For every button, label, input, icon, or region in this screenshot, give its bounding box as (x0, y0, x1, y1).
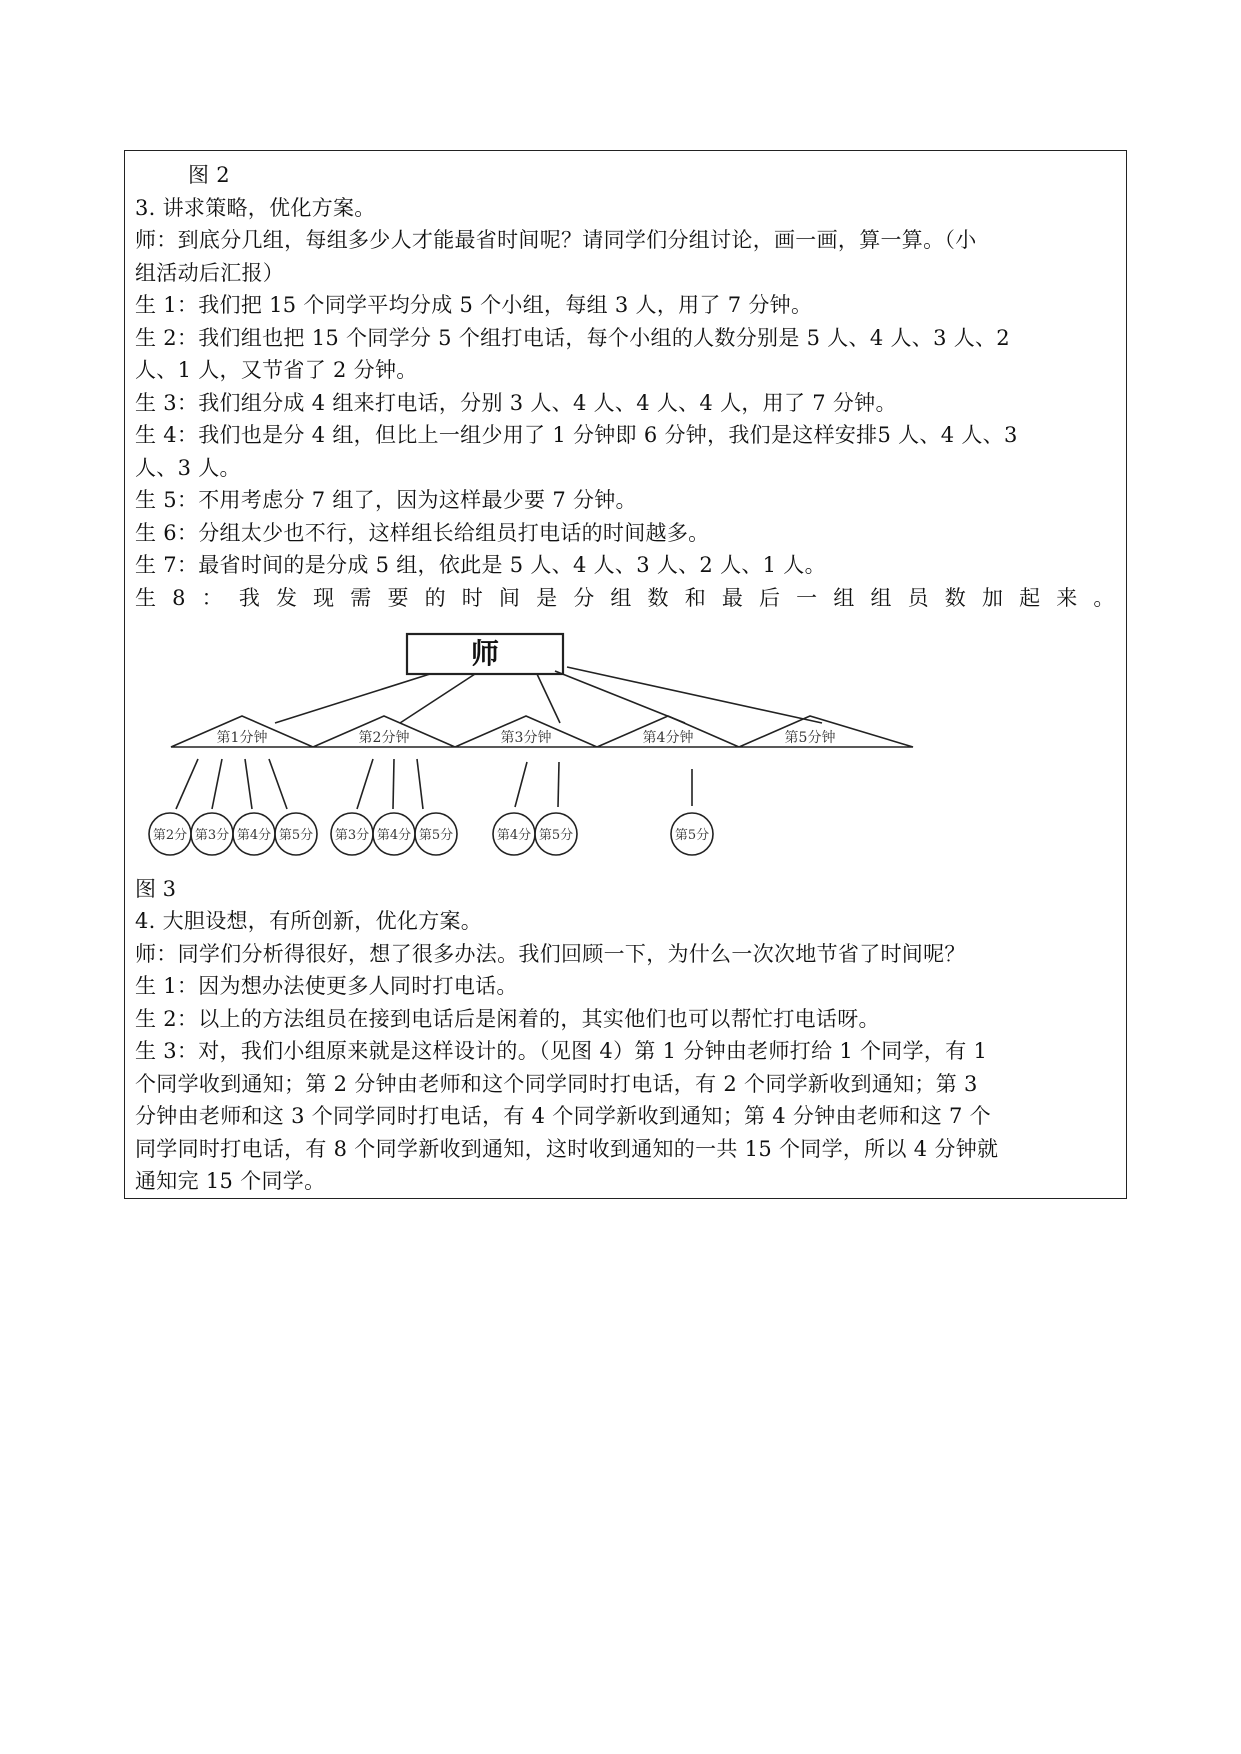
paragraph-line: 4. 大胆设想，有所创新，优化方案。 (135, 909, 483, 933)
justified-char: 我 (238, 585, 261, 610)
paragraph-line: 同学同时打电话，有 8 个同学新收到通知，这时收到通知的一共 15 个同学，所以 4 分钟就 (135, 1136, 999, 1161)
content-table-cell (124, 150, 1127, 1199)
connector-line (417, 759, 423, 809)
justified-char: 是 (536, 585, 558, 610)
justified-char: 。 (1093, 585, 1115, 610)
circle-label: 第5分 (418, 828, 454, 843)
connector-line (275, 674, 430, 723)
justified-char: 起 (1019, 585, 1041, 610)
justified-char: 分 (573, 585, 595, 610)
figure3-caption: 图 3 (135, 877, 177, 901)
paragraph-line: 生 3：对，我们小组原来就是这样设计的。（见图 4）第 1 分钟由老师打给 1 个同学，有 1 (135, 1039, 988, 1063)
connector-line (212, 759, 222, 809)
justified-char: 生 (135, 585, 157, 610)
paragraph-line: 个同学收到通知；第 2 分钟由老师和这个同学同时打电话，有 2 个同学新收到通知；第 3 (135, 1071, 978, 1096)
figure3-diagram (135, 629, 1035, 864)
circle-label: 第3分 (334, 828, 370, 843)
justified-char: 需 (350, 585, 372, 610)
paragraph-line: 生 7：最省时间的是分成 5 组，依此是 5 人、4 人、3 人、2 人、1 人。 (135, 553, 826, 577)
justified-char: 最 (721, 585, 744, 610)
paragraph-line: 分钟由老师和这 3 个同学同时打电话，有 4 个同学新收到通知；第 4 分钟由老师和这 7 个 (135, 1104, 991, 1128)
circle-label: 第3分 (194, 828, 230, 843)
minute-label: 第5分钟 (784, 730, 836, 746)
circle-label: 第2分 (152, 828, 188, 843)
justified-char: 8 (172, 585, 186, 610)
justified-char: 一 (796, 585, 818, 610)
connector-line (515, 762, 527, 807)
paragraph-line: 3. 讲求策略，优化方案。 (135, 195, 376, 220)
circle-label: 第4分 (376, 828, 412, 843)
connector-line (567, 667, 822, 723)
justified-char: 现 (313, 585, 335, 610)
justified-char: 和 (684, 585, 707, 610)
paragraph-line: 师：同学们分析得很好，想了很多办法。我们回顾一下，为什么一次次地节省了时间呢？ (135, 941, 966, 966)
justified-char: 数 (647, 585, 669, 610)
circle-label: 第4分 (496, 828, 532, 843)
justified-char: 间 (498, 585, 521, 610)
paragraph-line: 师：到底分几组，每组多少人才能最省时间呢？请同学们分组讨论，画一画，算一算。（小 (135, 228, 977, 252)
connector-line (558, 762, 559, 807)
connector-line (537, 674, 560, 723)
paragraph-line: 组活动后汇报） (135, 260, 285, 285)
justified-char: 要 (387, 585, 409, 610)
circle-label: 第5分 (278, 828, 314, 843)
minute-label: 第3分钟 (500, 730, 552, 746)
connector-line (245, 759, 252, 809)
justified-char: 发 (275, 585, 298, 610)
justified-char: 时 (461, 585, 484, 610)
justified-char: 组 (833, 585, 855, 610)
paragraph-line: 生 6：分组太少也不行，这样组长给组员打电话的时间越多。 (135, 520, 710, 545)
justified-char: 组 (870, 585, 892, 610)
paragraph-line: 生 2：我们组也把 15 个同学分 5 个组打电话，每个小组的人数分别是 5 人、4 人、3 人、2 (135, 325, 1010, 350)
paragraph-line: 生 4：我们也是分 4 组，但比上一组少用了 1 分钟即 6 分钟，我们是这样安排5 人、4 人、3 (135, 423, 1018, 447)
teacher-label: 师 (470, 637, 500, 670)
justified-char: 加 (981, 585, 1004, 610)
text-block-part2 (135, 905, 1115, 1198)
paragraph-line: 生 3：我们组分成 4 组来打电话，分别 3 人、4 人、4 人、4 人，用了 7 分钟。 (135, 390, 897, 415)
paragraph-line: 生 1：因为想办法使更多人同时打电话。 (135, 974, 518, 998)
connector-line (400, 674, 475, 723)
paragraph-line: 生 5：不用考虑分 7 组了，因为这样最少要 7 分钟。 (135, 488, 637, 512)
circle-label: 第4分 (236, 828, 272, 843)
connector-line (357, 759, 373, 809)
circle-label: 第5分 (538, 828, 574, 843)
call-tree-diagram (135, 629, 1035, 864)
figure2-caption: 图 2 (188, 163, 230, 187)
paragraph-line: 通知完 15 个同学。 (135, 1169, 326, 1193)
minute-label: 第1分钟 (216, 730, 268, 746)
paragraph-line-justified (135, 582, 1115, 615)
justified-char: 来 (1056, 585, 1078, 610)
justified-char: ： (201, 585, 223, 610)
justified-char: 组 (610, 585, 632, 610)
connector-line (269, 759, 287, 809)
paragraph-line: 生 1：我们把 15 个同学平均分成 5 个小组，每组 3 人，用了 7 分钟。 (135, 293, 813, 317)
connector-line (393, 759, 394, 809)
justified-char: 数 (944, 585, 967, 610)
paragraph-line: 生 2：以上的方法组员在接到电话后是闲着的，其实他们也可以帮忙打电话呀。 (135, 1006, 880, 1031)
paragraph-line: 人、3 人。 (135, 455, 241, 480)
text-block-part1 (135, 159, 1115, 614)
circle-label: 第5分 (674, 828, 710, 843)
minute-label: 第2分钟 (358, 730, 410, 746)
connector-line (176, 759, 198, 809)
minute-label: 第4分钟 (642, 730, 694, 746)
justified-char: 后 (759, 585, 781, 610)
paragraph-line: 人、1 人，又节省了 2 分钟。 (135, 358, 418, 382)
justified-char: 的 (424, 585, 446, 610)
justified-char: 员 (907, 585, 929, 610)
